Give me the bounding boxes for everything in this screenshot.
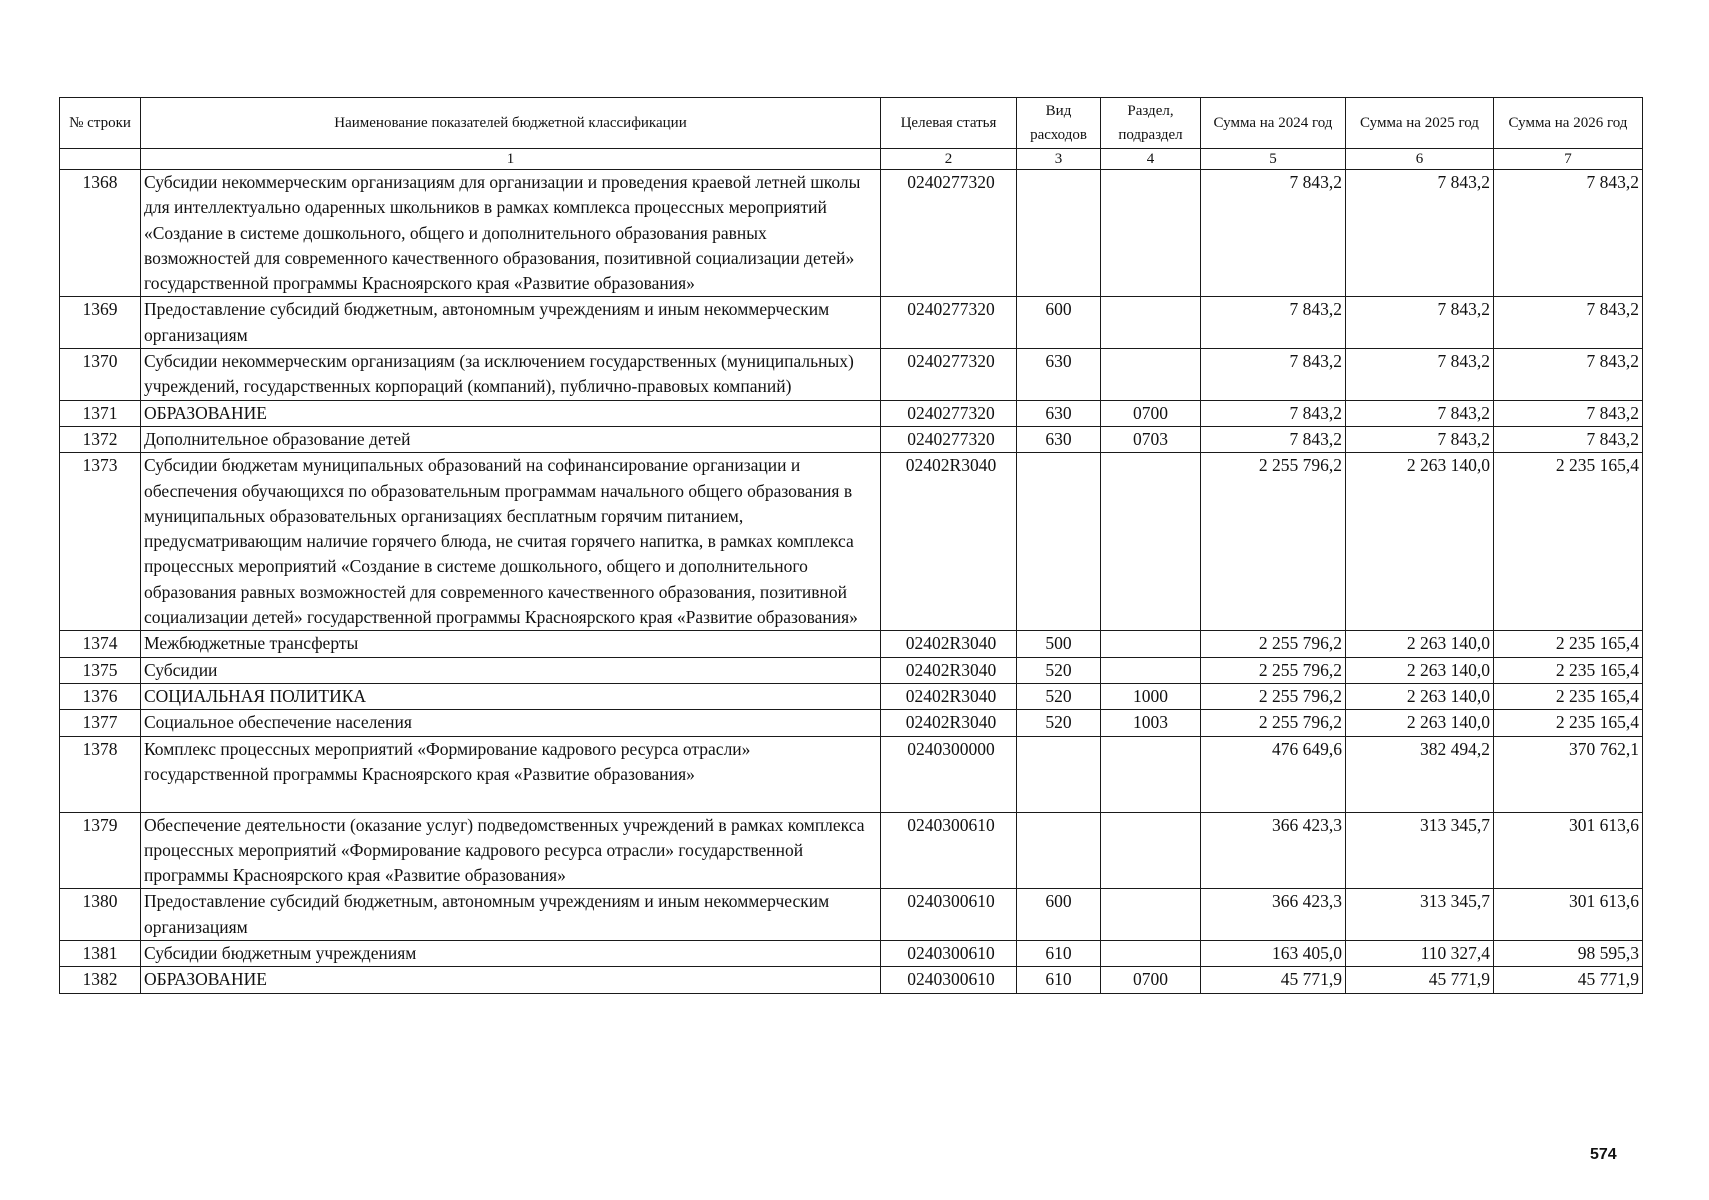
row-vid: 520: [1017, 683, 1101, 709]
row-target-code: 0240300610: [881, 941, 1017, 967]
table-row: [60, 657, 1643, 683]
row-sum-2025: 313 345,7: [1346, 812, 1494, 889]
row-sum-2026: 7 843,2: [1494, 297, 1643, 349]
row-target-code: 02402R3040: [881, 631, 1017, 657]
budget-table: [59, 97, 1643, 994]
table-row: [60, 453, 1643, 631]
table-row: [60, 400, 1643, 426]
row-vid: 520: [1017, 657, 1101, 683]
row-target-code: 0240277320: [881, 170, 1017, 297]
header-sum-2025: Сумма на 2025 год: [1346, 98, 1494, 149]
row-sum-2025: 2 263 140,0: [1346, 453, 1494, 631]
row-sum-2024: 7 843,2: [1201, 400, 1346, 426]
row-sum-2024: 45 771,9: [1201, 967, 1346, 993]
row-vid: [1017, 736, 1101, 812]
row-section: 1003: [1101, 710, 1201, 736]
row-section: 0700: [1101, 400, 1201, 426]
row-name: Социальное обеспечение населения: [141, 710, 881, 736]
row-sum-2025: 7 843,2: [1346, 400, 1494, 426]
row-sum-2024: 366 423,3: [1201, 812, 1346, 889]
table-row: [60, 710, 1643, 736]
row-name: Межбюджетные трансферты: [141, 631, 881, 657]
row-sum-2024: 2 255 796,2: [1201, 710, 1346, 736]
row-number: 1376: [60, 683, 141, 709]
table-row: [60, 170, 1643, 297]
column-number: 3: [1017, 149, 1101, 170]
row-name: Субсидии бюджетам муниципальных образований на софинансирование организации и обеспечения обучающихся по образовательным программам начального общего образования в муниципальных образовательных организациях бесплатным горячим питанием, предусматривающим наличие горячего блюда, не считая горячего напитка, в рамках комплекса процессных мероприятий «Создание в системе дошкольного, общего и дополнительного образования равных возможностей для современного качественного образования, позитивной социализации детей» государственной программы Красноярского края «Развитие образования»: [141, 453, 881, 631]
row-sum-2026: 7 843,2: [1494, 170, 1643, 297]
row-target-code: 0240277320: [881, 426, 1017, 452]
row-sum-2024: 2 255 796,2: [1201, 657, 1346, 683]
column-number: [60, 149, 141, 170]
row-section: 0703: [1101, 426, 1201, 452]
row-name: Предоставление субсидий бюджетным, автономным учреждениям и иным некоммерческим организациям: [141, 297, 881, 349]
row-section: [1101, 631, 1201, 657]
row-section: [1101, 889, 1201, 941]
row-target-code: 02402R3040: [881, 453, 1017, 631]
row-sum-2025: 382 494,2: [1346, 736, 1494, 812]
row-number: 1379: [60, 812, 141, 889]
row-sum-2024: 7 843,2: [1201, 297, 1346, 349]
row-target-code: 0240277320: [881, 349, 1017, 401]
row-name: СОЦИАЛЬНАЯ ПОЛИТИКА: [141, 683, 881, 709]
row-sum-2024: 7 843,2: [1201, 426, 1346, 452]
row-sum-2026: 2 235 165,4: [1494, 683, 1643, 709]
table-row: [60, 941, 1643, 967]
row-name: ОБРАЗОВАНИЕ: [141, 400, 881, 426]
row-target-code: 02402R3040: [881, 710, 1017, 736]
row-sum-2026: 7 843,2: [1494, 349, 1643, 401]
row-target-code: 0240277320: [881, 400, 1017, 426]
table-row: [60, 631, 1643, 657]
row-sum-2025: 2 263 140,0: [1346, 683, 1494, 709]
table-row: [60, 349, 1643, 401]
row-number: 1378: [60, 736, 141, 812]
row-vid: [1017, 812, 1101, 889]
column-number: 5: [1201, 149, 1346, 170]
row-sum-2024: 163 405,0: [1201, 941, 1346, 967]
row-sum-2026: 45 771,9: [1494, 967, 1643, 993]
row-target-code: 0240300000: [881, 736, 1017, 812]
row-vid: 610: [1017, 967, 1101, 993]
row-section: 1000: [1101, 683, 1201, 709]
row-sum-2026: 2 235 165,4: [1494, 710, 1643, 736]
row-sum-2025: 2 263 140,0: [1346, 631, 1494, 657]
row-vid: 500: [1017, 631, 1101, 657]
row-number: 1370: [60, 349, 141, 401]
row-number: 1377: [60, 710, 141, 736]
column-number: 4: [1101, 149, 1201, 170]
row-vid: 610: [1017, 941, 1101, 967]
table-row: [60, 967, 1643, 993]
row-sum-2025: 2 263 140,0: [1346, 657, 1494, 683]
row-sum-2025: 7 843,2: [1346, 170, 1494, 297]
row-target-code: 02402R3040: [881, 683, 1017, 709]
header-vid: Вид расходов: [1017, 98, 1101, 149]
row-sum-2026: 7 843,2: [1494, 400, 1643, 426]
row-vid: [1017, 170, 1101, 297]
row-target-code: 02402R3040: [881, 657, 1017, 683]
row-section: 0700: [1101, 967, 1201, 993]
row-sum-2026: 301 613,6: [1494, 889, 1643, 941]
row-name: ОБРАЗОВАНИЕ: [141, 967, 881, 993]
row-vid: 520: [1017, 710, 1101, 736]
row-vid: 630: [1017, 349, 1101, 401]
row-name: Комплекс процессных мероприятий «Формирование кадрового ресурса отрасли» государственной программы Красноярского края «Развитие образования»: [141, 736, 881, 812]
row-sum-2024: 366 423,3: [1201, 889, 1346, 941]
row-section: [1101, 349, 1201, 401]
row-section: [1101, 170, 1201, 297]
header-section: Раздел, подраздел: [1101, 98, 1201, 149]
row-number: 1368: [60, 170, 141, 297]
row-sum-2025: 45 771,9: [1346, 967, 1494, 993]
row-name: Субсидии некоммерческим организациям (за исключением государственных (муниципальных) учреждений, государственных корпораций (компаний), публично-правовых компаний): [141, 349, 881, 401]
row-sum-2024: 476 649,6: [1201, 736, 1346, 812]
row-sum-2025: 7 843,2: [1346, 426, 1494, 452]
table-row: [60, 736, 1643, 812]
table-row: [60, 812, 1643, 889]
row-sum-2024: 2 255 796,2: [1201, 631, 1346, 657]
row-vid: [1017, 453, 1101, 631]
row-number: 1372: [60, 426, 141, 452]
row-section: [1101, 941, 1201, 967]
row-vid: 630: [1017, 400, 1101, 426]
row-name: Субсидии некоммерческим организациям для организации и проведения краевой летней школы для интеллектуально одаренных школьников в рамках комплекса процессных мероприятий «Создание в системе дошкольного, общего и дополнительного образования равных возможностей для современного качественного образования, позитивной социализации детей» государственной программы Красноярского края «Развитие образования»: [141, 170, 881, 297]
row-name: Обеспечение деятельности (оказание услуг) подведомственных учреждений в рамках комплекса процессных мероприятий «Формирование кадрового ресурса отрасли» государственной программы Красноярского края «Развитие образования»: [141, 812, 881, 889]
row-section: [1101, 657, 1201, 683]
row-number: 1373: [60, 453, 141, 631]
row-sum-2024: 7 843,2: [1201, 170, 1346, 297]
table-row: [60, 426, 1643, 452]
column-number: 7: [1494, 149, 1643, 170]
row-number: 1369: [60, 297, 141, 349]
row-section: [1101, 736, 1201, 812]
row-sum-2025: 2 263 140,0: [1346, 710, 1494, 736]
row-section: [1101, 453, 1201, 631]
table-row: [60, 889, 1643, 941]
row-name: Дополнительное образование детей: [141, 426, 881, 452]
row-number: 1381: [60, 941, 141, 967]
row-target-code: 0240300610: [881, 889, 1017, 941]
row-sum-2025: 7 843,2: [1346, 297, 1494, 349]
row-vid: 630: [1017, 426, 1101, 452]
column-number: 1: [141, 149, 881, 170]
row-sum-2024: 7 843,2: [1201, 349, 1346, 401]
column-number: 6: [1346, 149, 1494, 170]
row-target-code: 0240300610: [881, 812, 1017, 889]
row-sum-2026: 370 762,1: [1494, 736, 1643, 812]
row-name: Субсидии бюджетным учреждениям: [141, 941, 881, 967]
row-number: 1375: [60, 657, 141, 683]
row-section: [1101, 812, 1201, 889]
column-number: 2: [881, 149, 1017, 170]
row-number: 1371: [60, 400, 141, 426]
row-sum-2024: 2 255 796,2: [1201, 453, 1346, 631]
table-header-row: [60, 98, 1643, 149]
row-sum-2025: 110 327,4: [1346, 941, 1494, 967]
column-numbers-row: [60, 149, 1643, 170]
row-vid: 600: [1017, 297, 1101, 349]
page-number: 574: [1590, 1146, 1617, 1163]
row-target-code: 0240277320: [881, 297, 1017, 349]
row-sum-2025: 313 345,7: [1346, 889, 1494, 941]
row-vid: 600: [1017, 889, 1101, 941]
row-sum-2026: 7 843,2: [1494, 426, 1643, 452]
row-target-code: 0240300610: [881, 967, 1017, 993]
row-name: Субсидии: [141, 657, 881, 683]
row-sum-2026: 2 235 165,4: [1494, 453, 1643, 631]
row-number: 1380: [60, 889, 141, 941]
row-sum-2026: 2 235 165,4: [1494, 631, 1643, 657]
row-number: 1382: [60, 967, 141, 993]
row-section: [1101, 297, 1201, 349]
table-row: [60, 297, 1643, 349]
row-number: 1374: [60, 631, 141, 657]
row-sum-2026: 301 613,6: [1494, 812, 1643, 889]
table-row: [60, 683, 1643, 709]
header-sum-2026: Сумма на 2026 год: [1494, 98, 1643, 149]
row-name: Предоставление субсидий бюджетным, автономным учреждениям и иным некоммерческим организациям: [141, 889, 881, 941]
header-row-no: № строки: [60, 98, 141, 149]
row-sum-2026: 2 235 165,4: [1494, 657, 1643, 683]
row-sum-2024: 2 255 796,2: [1201, 683, 1346, 709]
row-sum-2026: 98 595,3: [1494, 941, 1643, 967]
header-name: Наименование показателей бюджетной классификации: [141, 98, 881, 149]
header-target: Целевая статья: [881, 98, 1017, 149]
row-sum-2025: 7 843,2: [1346, 349, 1494, 401]
header-sum-2024: Сумма на 2024 год: [1201, 98, 1346, 149]
